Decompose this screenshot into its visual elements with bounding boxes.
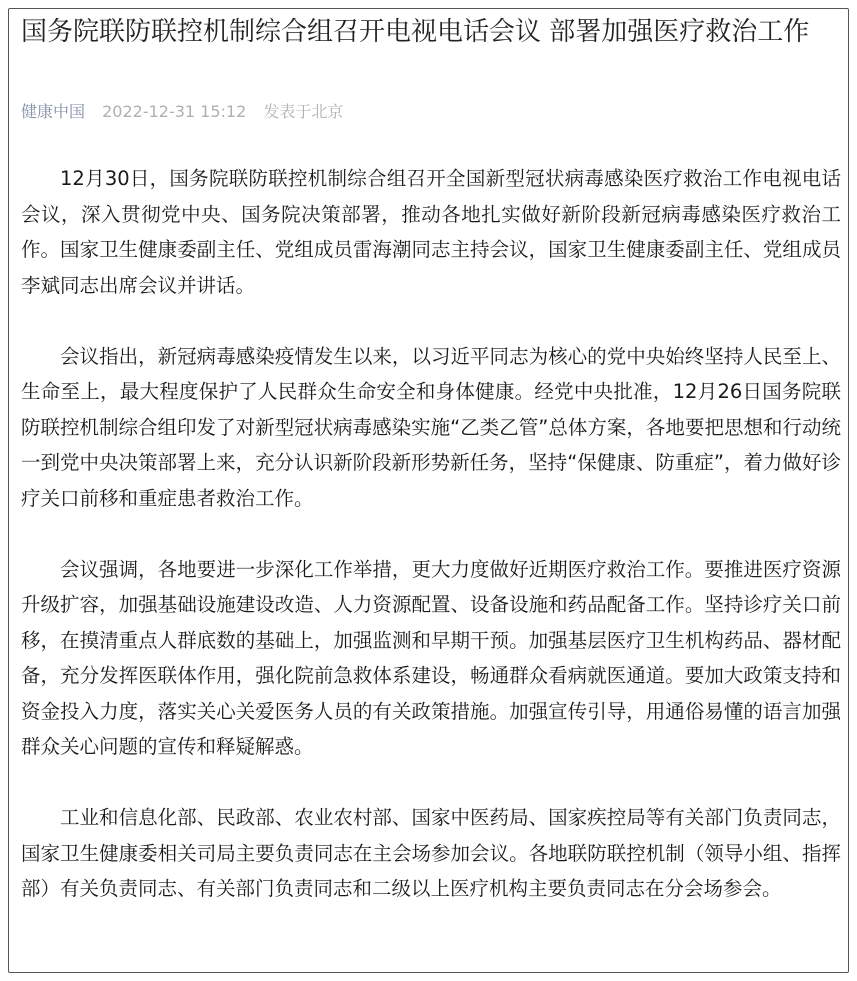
source-link[interactable]: 健康中国 [21, 102, 86, 121]
paragraph-2: 会议指出，新冠病毒感染疫情发生以来，以习近平同志为核心的党中央始终坚持人民至上、生命至上，最大程度保护了人民群众生命安全和身体健康。经党中央批准，12月26日国务院联防联控机制综合组印发了对新型冠状病毒感染实施“乙类乙管”总体方案，各地要把思想和行动统一到党中央决策部署上来，充分认识新阶段新形势新任务，坚持“保健康、防重症”，着力做好诊疗关口前移和重症患者救治工作。 [21, 344, 841, 510]
paragraph-1: 12月30日，国务院联防联控机制综合组召开全国新型冠状病毒感染医疗救治工作电视电话会议，深入贯彻党中央、国务院决策部署，推动各地扎实做好新阶段新冠病毒感染医疗救治工作。国家卫生健康委副主任、党组成员雷海潮同志主持会议，国家卫生健康委副主任、党组成员李斌同志出席会议并讲话。 [21, 167, 841, 297]
article-title: 国务院联防联控机制综合组召开电视电话会议 部署加强医疗救治工作 [21, 17, 810, 47]
paragraph-3: 会议强调，各地要进一步深化工作举措，更大力度做好近期医疗救治工作。要推进医疗资源升级扩容，加强基础设施建设改造、人力资源配置、设备设施和药品配备工作。坚持诊疗关口前移，在摸清重点人群底数的基础上，加强监测和早期干预。加强基层医疗卫生机构药品、器材配备，充分发挥医联体作用，强化院前急救体系建设，畅通群众看病就医通道。要加大政策支持和资金投入力度，落实关心关爱医务人员的有关政策措施。加强宣传引导，用通俗易懂的语言加强群众关心问题的宣传和释疑解惑。 [21, 557, 841, 758]
publish-datetime: 2022-12-31 15:12 [102, 102, 247, 121]
publish-location: 发表于北京 [263, 102, 344, 121]
paragraph-4: 工业和信息化部、民政部、农业农村部、国家中医药局、国家疾控局等有关部门负责同志，国家卫生健康委相关司局主要负责同志在主会场参加会议。各地联防联控机制（领导小组、指挥部）有关负责同志、有关部门负责同志和二级以上医疗机构主要负责同志在分会场参会。 [21, 806, 841, 900]
article-body [21, 161, 841, 907]
article-meta [21, 101, 343, 123]
article-frame [8, 8, 849, 973]
